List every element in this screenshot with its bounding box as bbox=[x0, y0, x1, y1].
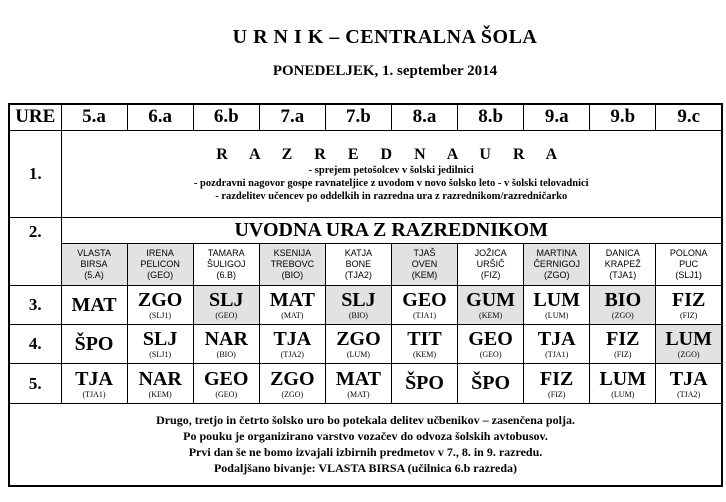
lesson-row-1 bbox=[9, 130, 722, 217]
subject-code: ZGO bbox=[270, 367, 315, 390]
lesson-row-2-title bbox=[9, 217, 722, 243]
room-code: (FIZ) bbox=[548, 389, 566, 399]
lesson-cell bbox=[193, 364, 259, 403]
razredna-line: - razdelitev učencev po oddelkih in razredna ura z razrednikom/razredničarko bbox=[215, 190, 568, 202]
lesson-cell bbox=[259, 325, 325, 364]
room-code: (GEO) bbox=[215, 311, 238, 321]
teacher-cell bbox=[656, 243, 722, 285]
header-ure: URE bbox=[9, 104, 61, 130]
lesson-number: 4. bbox=[9, 325, 61, 364]
razredna-ura-cell bbox=[61, 130, 722, 217]
room-code: (ZGO) bbox=[611, 311, 634, 321]
teacher-room: (KEM) bbox=[411, 269, 438, 280]
teacher-row bbox=[9, 243, 722, 285]
room-code: (TJA1) bbox=[545, 350, 569, 360]
footer-notes bbox=[9, 403, 722, 486]
schedule-table bbox=[8, 103, 723, 487]
lesson-number: 3. bbox=[9, 285, 61, 324]
room-code: (FIZ) bbox=[680, 311, 698, 321]
lesson-number: 1. bbox=[9, 130, 61, 217]
footer-note: Drugo, tretjo in četrto šolsko uro bo potekala delitev učbenikov – zasenčena polja. bbox=[156, 413, 575, 428]
teacher-name: KATJA bbox=[344, 247, 373, 258]
lesson-cell bbox=[61, 285, 127, 324]
lesson-cell bbox=[656, 325, 722, 364]
subject-code: TJA bbox=[537, 328, 576, 351]
room-code: (KEM) bbox=[412, 350, 437, 360]
lesson-row-3 bbox=[9, 285, 722, 324]
lesson-cell bbox=[325, 325, 391, 364]
lesson-cell bbox=[127, 364, 193, 403]
room-code: (MAT) bbox=[281, 311, 304, 321]
teacher-room: (ZGO) bbox=[543, 269, 570, 280]
class-header: 9.b bbox=[590, 104, 656, 130]
subject-code: TJA bbox=[273, 328, 312, 351]
room-code: (LUM) bbox=[611, 389, 635, 399]
teacher-name: IRENA bbox=[146, 247, 174, 258]
subject-code: FIZ bbox=[606, 328, 640, 351]
teacher-name: BONE bbox=[345, 258, 372, 269]
subject-code: NAR bbox=[204, 328, 248, 351]
teacher-room: (GEO) bbox=[147, 269, 174, 280]
teacher-name: KSENIJA bbox=[273, 247, 312, 258]
footer-note: Po pouku je organizirano varstvo vozačev do odvoza šolskih avtobusov. bbox=[183, 429, 548, 444]
lesson-cell bbox=[656, 364, 722, 403]
room-code: (ZGO) bbox=[677, 350, 700, 360]
razredna-title: R A Z R E D N A U R A bbox=[216, 145, 567, 163]
teacher-name: URŠIČ bbox=[476, 258, 505, 269]
subject-code: GUM bbox=[466, 289, 516, 312]
teacher-name: KRAPEŽ bbox=[604, 258, 641, 269]
room-code: (KEM) bbox=[479, 311, 503, 321]
lesson-row-4 bbox=[9, 325, 722, 364]
lesson-cell bbox=[524, 325, 590, 364]
subject-code: BIO bbox=[604, 289, 642, 312]
teacher-cell bbox=[259, 243, 325, 285]
teacher-room: (TJA2) bbox=[344, 269, 372, 280]
subject-code: ŠPO bbox=[74, 332, 114, 355]
room-code: (LUM) bbox=[346, 350, 370, 360]
lesson-cell bbox=[325, 285, 391, 324]
room-code: (TJA1) bbox=[82, 389, 106, 399]
lesson-cell bbox=[391, 325, 457, 364]
teacher-room: (SLJ1) bbox=[675, 269, 702, 280]
footer-note: Podaljšano bivanje: VLASTA BIRSA (učilnica 6.b razreda) bbox=[213, 461, 518, 476]
room-code: (GEO) bbox=[479, 350, 502, 360]
lesson-cell bbox=[458, 285, 524, 324]
subject-code: TJA bbox=[75, 367, 113, 390]
subject-code: GEO bbox=[204, 367, 249, 390]
teacher-name: PUC bbox=[679, 258, 699, 269]
lesson-cell bbox=[656, 285, 722, 324]
teacher-cell bbox=[61, 243, 127, 285]
room-code: (ZGO) bbox=[281, 389, 304, 399]
lesson-cell bbox=[590, 364, 656, 403]
teacher-cell bbox=[524, 243, 590, 285]
lesson-cell bbox=[127, 325, 193, 364]
subject-code: SLJ bbox=[209, 289, 244, 312]
room-code: (SLJ1) bbox=[149, 311, 172, 321]
subject-code: LUM bbox=[665, 328, 712, 351]
subject-code: TIT bbox=[407, 328, 442, 351]
lesson-cell bbox=[458, 325, 524, 364]
class-header: 5.a bbox=[61, 104, 127, 130]
room-code: (BIO) bbox=[216, 350, 236, 360]
lesson-cell bbox=[325, 364, 391, 403]
subject-code: LUM bbox=[533, 289, 581, 312]
teacher-name: TREBOVC bbox=[270, 258, 315, 269]
razredna-line: - sprejem petošolcev v šolski jedilnici bbox=[308, 164, 474, 176]
subject-code: NAR bbox=[138, 367, 182, 390]
subject-code: TJA bbox=[669, 367, 708, 390]
class-header: 8.b bbox=[458, 104, 524, 130]
subject-code: MAT bbox=[269, 289, 315, 312]
subject-code: FIZ bbox=[540, 367, 574, 390]
room-code: (LUM) bbox=[545, 311, 569, 321]
teacher-cell bbox=[193, 243, 259, 285]
class-header: 9.a bbox=[524, 104, 590, 130]
subject-code: ZGO bbox=[336, 328, 381, 351]
teacher-name: OVEN bbox=[411, 258, 438, 269]
room-code: (FIZ) bbox=[614, 350, 632, 360]
lesson-cell bbox=[590, 285, 656, 324]
subject-code: MAT bbox=[71, 293, 117, 316]
razredna-line: - pozdravni nagovor gospe ravnateljice z uvodom v novo šolsko leto - v šolski telovadnici bbox=[193, 177, 589, 189]
lesson-cell bbox=[391, 364, 457, 403]
lesson-cell bbox=[590, 325, 656, 364]
teacher-name: VLASTA bbox=[77, 247, 111, 258]
subject-code: MAT bbox=[335, 367, 382, 390]
subject-code: ŠPO bbox=[471, 372, 511, 395]
lesson-cell bbox=[259, 364, 325, 403]
lesson-number: 5. bbox=[9, 364, 61, 403]
lesson-cell bbox=[524, 364, 590, 403]
room-code: (KEM) bbox=[148, 389, 172, 399]
class-header: 6.b bbox=[193, 104, 259, 130]
subject-code: ZGO bbox=[137, 289, 183, 312]
subject-code: ŠPO bbox=[405, 372, 444, 395]
teacher-name: JOŽICA bbox=[474, 247, 507, 258]
page-title: U R N I K – CENTRALNA ŠOLA bbox=[232, 26, 538, 48]
teacher-name: MARTINA bbox=[536, 247, 577, 258]
subject-code: GEO bbox=[402, 289, 447, 312]
subject-code: GEO bbox=[468, 328, 513, 351]
lesson-cell bbox=[193, 325, 259, 364]
teacher-room: (TJA1) bbox=[609, 269, 637, 280]
teacher-name: ŠULIGOJ bbox=[206, 258, 246, 269]
room-code: (TJA1) bbox=[412, 311, 437, 321]
lesson-cell bbox=[391, 285, 457, 324]
lesson-cell bbox=[524, 285, 590, 324]
class-header: 9.c bbox=[656, 104, 722, 130]
lesson-row-5 bbox=[9, 364, 722, 403]
footer-row bbox=[9, 403, 722, 486]
room-code: (BIO) bbox=[348, 311, 368, 321]
lesson-cell bbox=[61, 364, 127, 403]
teacher-cell bbox=[391, 243, 457, 285]
teacher-name: BIRSA bbox=[80, 258, 108, 269]
teacher-name: DANICA bbox=[605, 247, 640, 258]
teacher-cell bbox=[325, 243, 391, 285]
teacher-room: (FIZ) bbox=[480, 269, 501, 280]
lesson-cell bbox=[458, 364, 524, 403]
teacher-name: TJAŠ bbox=[413, 247, 436, 258]
room-code: (TJA2) bbox=[677, 389, 701, 399]
teacher-cell bbox=[458, 243, 524, 285]
footer-note: Prvi dan še ne bomo izvajali izbirnih predmetov v 7., 8. in 9. razredu. bbox=[188, 445, 543, 460]
room-code: (TJA2) bbox=[280, 350, 304, 360]
lesson-cell bbox=[61, 325, 127, 364]
header-row bbox=[9, 104, 722, 130]
teacher-cell bbox=[590, 243, 656, 285]
subject-code: SLJ bbox=[341, 289, 376, 312]
teacher-room: (6.B) bbox=[216, 269, 236, 280]
subject-code: LUM bbox=[599, 367, 647, 390]
teacher-name: ČERNIGOJ bbox=[533, 258, 580, 269]
teacher-name: POLONA bbox=[669, 247, 708, 258]
teacher-room: (5.A) bbox=[84, 269, 104, 280]
class-header: 6.a bbox=[127, 104, 193, 130]
class-header: 7.b bbox=[325, 104, 391, 130]
room-code: (MAT) bbox=[347, 389, 370, 399]
uvodna-ura-title: UVODNA URA Z RAZREDNIKOM bbox=[61, 217, 722, 243]
teacher-name: PELICON bbox=[140, 258, 180, 269]
subject-code: FIZ bbox=[672, 289, 706, 312]
lesson-number: 2. bbox=[9, 217, 61, 285]
subject-code: SLJ bbox=[142, 328, 178, 351]
teacher-cell bbox=[127, 243, 193, 285]
lesson-cell bbox=[259, 285, 325, 324]
room-code: (GEO) bbox=[215, 389, 238, 399]
lesson-cell bbox=[127, 285, 193, 324]
lesson-cell bbox=[193, 285, 259, 324]
room-code: (SLJ1) bbox=[149, 350, 172, 360]
class-header: 8.a bbox=[391, 104, 457, 130]
page-subtitle: PONEDELJEK, 1. september 2014 bbox=[272, 63, 498, 79]
teacher-name: TAMARA bbox=[207, 247, 245, 258]
class-header: 7.a bbox=[259, 104, 325, 130]
teacher-room: (BIO) bbox=[281, 269, 304, 280]
